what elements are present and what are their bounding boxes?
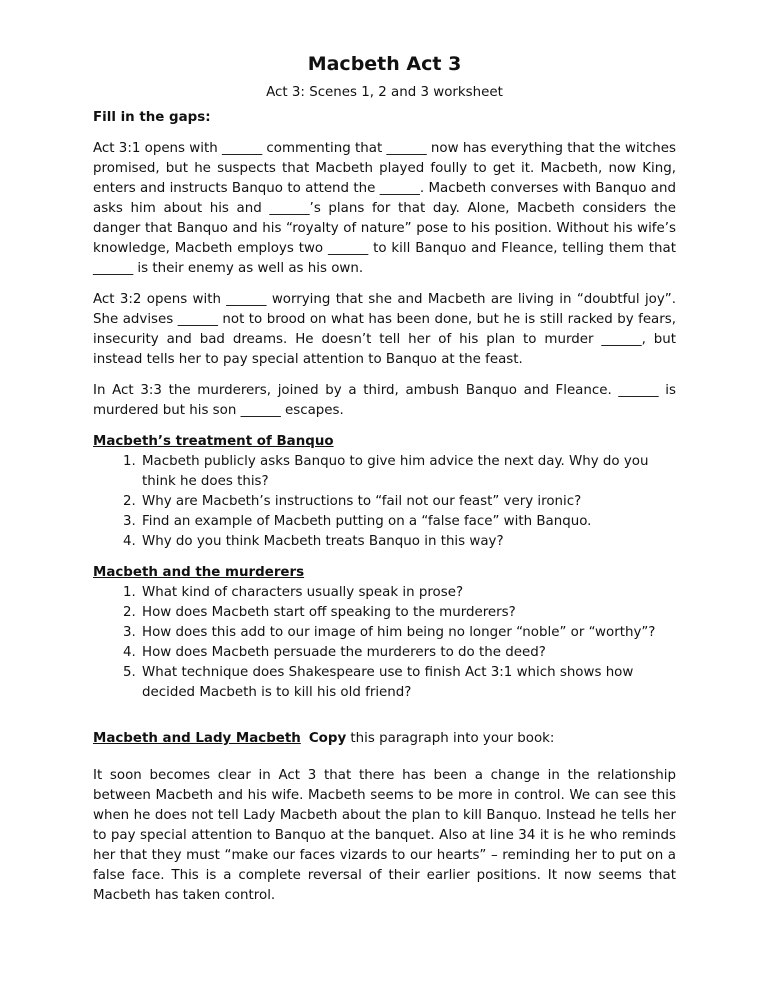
lady-macbeth-heading-line: [93, 729, 676, 749]
copy-instruction-text: this paragraph into your book:: [346, 731, 555, 746]
section-treatment-of-banquo: [93, 432, 676, 552]
copy-paragraph: It soon becomes clear in Act 3 that there has been a change in the relationship between Macbeth and his wife. Macbeth seems to be more in control. We can see this when he does not tell Lady Macbeth about the plan to kill Banquo. Instead he tells her to pay special attention to Banquo at the banquet. Also at line 34 it is he who reminds her that they must “make our faces vizards to our hearts” – reminding her to put on a false face. This is a complete reversal of their earlier positions. It now seems that Macbeth has taken control.: [93, 768, 676, 903]
question-item: 1. Macbeth publicly asks Banquo to give him advice the next day. Why do you think he does this?: [140, 452, 676, 492]
question-item: 2. How does Macbeth start off speaking to the murderers?: [140, 603, 676, 623]
section-heading: Macbeth and Lady Macbeth: [93, 731, 301, 746]
question-item: 4. Why do you think Macbeth treats Banquo in this way?: [140, 532, 676, 552]
question-item: 3. How does this add to our image of him being no longer “noble” or “worthy”?: [140, 623, 676, 643]
question-item: 3. Find an example of Macbeth putting on a “false face” with Banquo.: [140, 512, 676, 532]
page-subtitle: Act 3: Scenes 1, 2 and 3 worksheet: [266, 85, 503, 100]
question-item: 5. What technique does Shakespeare use to finish Act 3:1 which shows how decided Macbeth is to kill his old friend?: [140, 663, 676, 703]
question-item: 2. Why are Macbeth’s instructions to “fail not our feast” very ironic?: [140, 492, 676, 512]
question-list: [93, 583, 676, 703]
question-list: [93, 452, 676, 552]
question-item: 4. How does Macbeth persuade the murderers to do the deed?: [140, 643, 676, 663]
section-macbeth-and-murderers: [93, 563, 676, 703]
gap-paragraph-act-3-3: In Act 3:3 the murderers, joined by a third, ambush Banquo and Fleance. ______ is murdered but his son ______ escapes.: [93, 383, 676, 418]
gap-paragraph-act-3-2: Act 3:2 opens with ______ worrying that she and Macbeth are living in “doubtful joy”. She advises ______ not to brood on what has been done, but he is still racked by fears, insecurity and bad dreams. He doesn’t tell her of his plan to murder ______, but instead tells her to pay special attention to Banquo at the feast.: [93, 292, 676, 367]
page-title: Macbeth Act 3: [307, 53, 462, 75]
worksheet-page: [93, 52, 676, 917]
section-heading: Macbeth and the murderers: [93, 565, 305, 580]
gap-paragraph-act-3-1: Act 3:1 opens with ______ commenting that ______ now has everything that the witches promised, but he suspects that Macbeth played foully to get it. Macbeth, now King, enters and instructs Banquo to attend the ______. Macbeth converses with Banquo and asks him about his and ______’s plans for that day. Alone, Macbeth considers the danger that Banquo and his “royalty of nature” pose to his position. Without his wife’s knowledge, Macbeth employs two ______ to kill Banquo and Fleance, telling them that ______ is their enemy as well as his own.: [93, 141, 676, 276]
section-heading: Macbeth’s treatment of Banquo: [93, 434, 334, 449]
fill-gaps-label: Fill in the gaps:: [93, 110, 211, 125]
copy-instruction-keyword: Copy: [308, 731, 347, 746]
question-item: 1. What kind of characters usually speak in prose?: [140, 583, 676, 603]
